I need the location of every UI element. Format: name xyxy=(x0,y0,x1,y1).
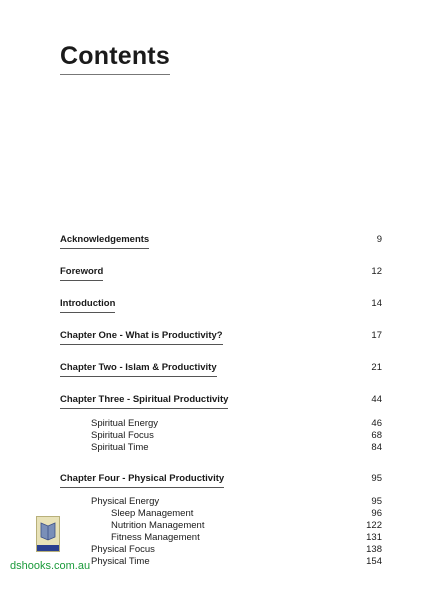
toc-entry-chapter-two[interactable] xyxy=(0,362,440,376)
book-icon xyxy=(37,517,59,545)
toc-entry-chapter-one[interactable] xyxy=(0,330,440,344)
toc-entry-spiritual-time[interactable] xyxy=(0,442,440,456)
toc-entry-acknowledgements[interactable] xyxy=(0,234,440,248)
toc-page-number: 21 xyxy=(371,362,382,373)
toc-page-number: 14 xyxy=(371,298,382,309)
toc-label: Physical Energy xyxy=(91,496,160,507)
toc-label: Chapter Four - Physical Productivity xyxy=(60,473,224,488)
toc-label: Fitness Management xyxy=(111,532,200,543)
toc-label: Chapter Two - Islam & Productivity xyxy=(60,362,217,377)
toc-label: Spiritual Time xyxy=(91,442,149,453)
toc-entry-foreword[interactable] xyxy=(0,266,440,280)
toc-page-number: 154 xyxy=(366,556,382,567)
toc-entry-introduction[interactable] xyxy=(0,298,440,312)
toc-entry-chapter-four[interactable] xyxy=(0,473,440,487)
toc-page-number: 68 xyxy=(371,430,382,441)
toc-page-number: 96 xyxy=(371,508,382,519)
toc-page-number: 46 xyxy=(371,418,382,429)
toc-label: Sleep Management xyxy=(111,508,194,519)
toc-label: Spiritual Energy xyxy=(91,418,159,429)
toc-page-number: 84 xyxy=(371,442,382,453)
toc-page-number: 95 xyxy=(371,496,382,507)
logo-bar xyxy=(37,545,59,551)
toc-page-number: 9 xyxy=(376,234,382,245)
toc-page-number: 44 xyxy=(371,394,382,405)
toc-label: Chapter Three - Spiritual Productivity xyxy=(60,394,228,409)
toc-page-number: 95 xyxy=(371,473,382,484)
toc-page-number: 17 xyxy=(371,330,382,341)
toc-entry-chapter-three[interactable] xyxy=(0,394,440,408)
watermark-text: dshooks.com.au xyxy=(10,560,91,572)
toc-page-number: 122 xyxy=(366,520,382,531)
toc-label: Nutrition Management xyxy=(111,520,205,531)
bookstore-logo xyxy=(36,516,60,552)
toc-page-number: 138 xyxy=(366,544,382,555)
toc-label: Introduction xyxy=(60,298,115,313)
toc-page-number: 131 xyxy=(366,532,382,543)
toc-label: Foreword xyxy=(60,266,103,281)
page-title: Contents xyxy=(60,42,170,75)
toc-page-number: 12 xyxy=(371,266,382,277)
toc-label: Acknowledgements xyxy=(60,234,149,249)
toc-label: Physical Focus xyxy=(91,544,155,555)
toc-label: Spiritual Focus xyxy=(91,430,154,441)
toc-label: Chapter One - What is Productivity? xyxy=(60,330,223,345)
toc-label: Physical Time xyxy=(91,556,150,567)
